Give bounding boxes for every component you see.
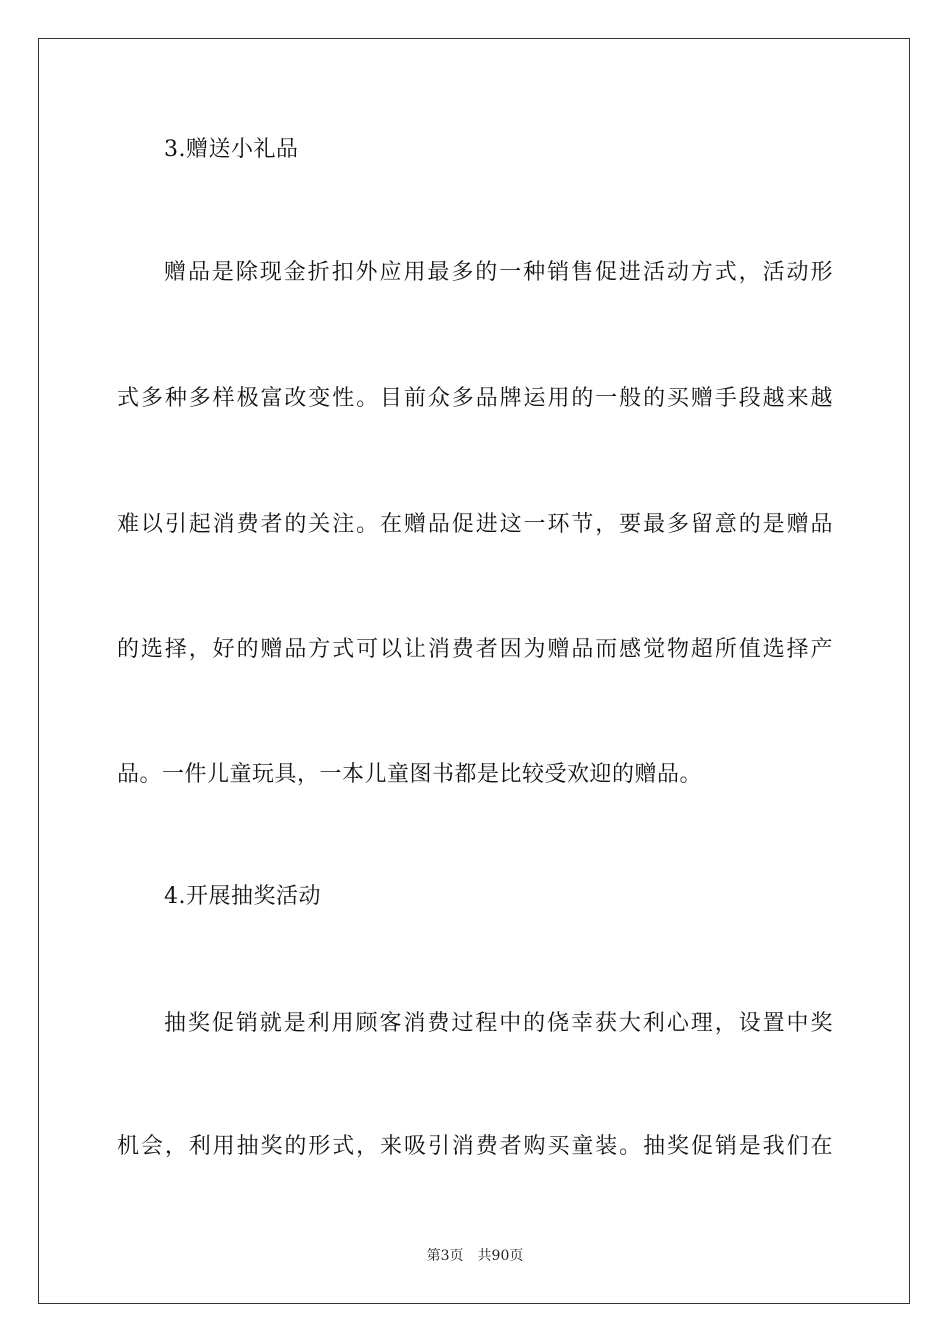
paragraph-line: 机会，利用抽奖的形式，来吸引消费者购买童装。抽奖促销是我们在 <box>117 1134 833 1159</box>
page-footer <box>0 1246 950 1266</box>
page-frame <box>38 38 910 1304</box>
page-number: 第3页 <box>426 1248 464 1264</box>
page-total: 共90页 <box>477 1248 524 1264</box>
paragraph-line: 难以引起消费者的关注。在赠品促进这一环节，要最多留意的是赠品 <box>117 512 833 537</box>
paragraph-line: 式多种多样极富改变性。目前众多品牌运用的一般的买赠手段越来越 <box>117 386 833 411</box>
paragraph-line: 赠品是除现金折扣外应用最多的一种销售促进活动方式，活动形 <box>164 260 833 285</box>
section-heading-gifts: 3.赠送小礼品 <box>164 137 299 162</box>
paragraph-line: 的选择，好的赠品方式可以让消费者因为赠品而感觉物超所值选择产 <box>117 637 833 662</box>
paragraph-line: 品。一件儿童玩具，一本儿童图书都是比较受欢迎的赠品。 <box>117 762 703 787</box>
section-heading-lottery: 4.开展抽奖活动 <box>164 884 321 909</box>
paragraph-line: 抽奖促销就是利用顾客消费过程中的侥幸获大利心理，设置中奖 <box>164 1011 833 1036</box>
